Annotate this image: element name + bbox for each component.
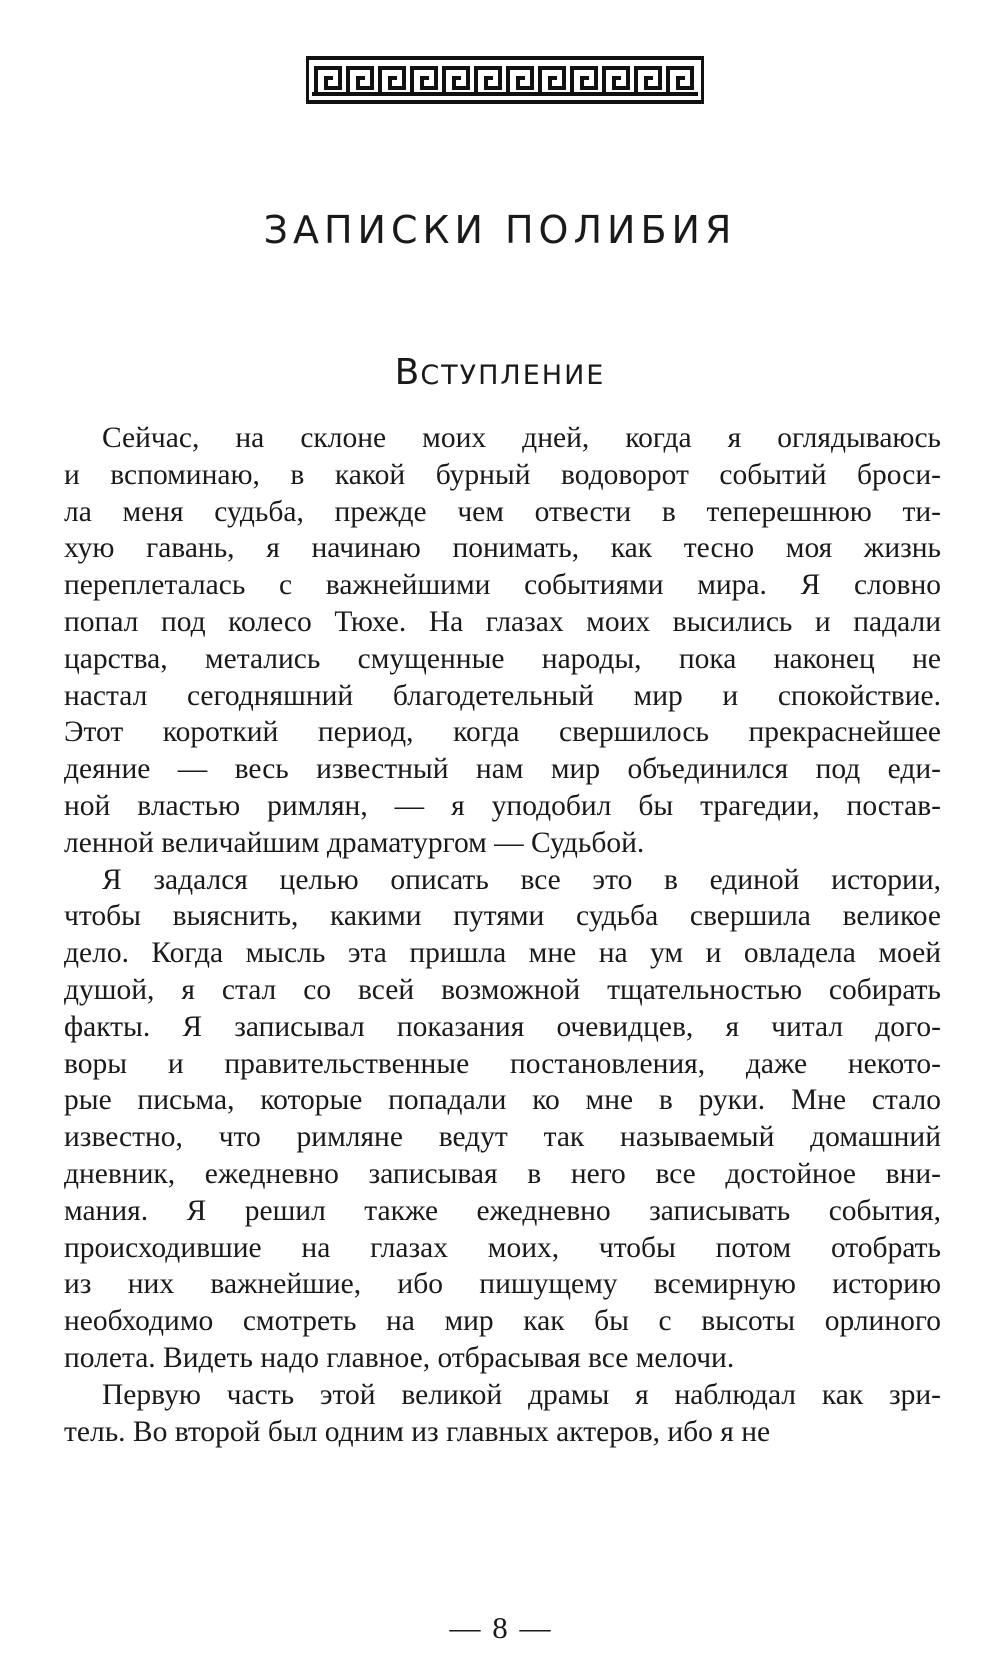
text-line: ла меня судьба, прежде чем отвести в теперешнюю ти- — [64, 495, 941, 528]
page-number: — 8 — — [449, 1610, 551, 1645]
text-line: воры и правительственные постановления, даже некото- — [64, 1047, 941, 1080]
text-line: хую гавань, я начинаю понимать, как тесно моя жизнь — [64, 532, 941, 565]
text-line: рые письма, которые попадали ко мне в руки. Мне стало — [64, 1084, 941, 1117]
body-text — [64, 420, 941, 1450]
paragraph — [64, 862, 941, 1377]
text-line: факты. Я записывал показания очевидцев, я читал дого- — [64, 1010, 941, 1043]
text-line: Сейчас, на склоне моих дней, когда я оглядываюсь — [102, 422, 941, 454]
text-line: происходившие на глазах моих, чтобы потом отобрать — [64, 1231, 941, 1264]
text-line: чтобы выяснить, какими путями судьба свершила великое — [64, 900, 941, 933]
text-line: тель. Во второй был одним из главных актеров, ибо я не — [64, 1415, 771, 1448]
paragraph — [64, 420, 941, 862]
text-line: ной властью римлян, — я уподобил бы трагедии, постав- — [64, 789, 941, 822]
text-line: и вспоминаю, в какой бурный водоворот событий броси- — [64, 458, 941, 491]
text-line: Я задался целью описать все это в единой истории, — [102, 863, 941, 896]
section-title — [0, 352, 1000, 393]
text-line: переплеталась с важнейшими событиями мира. Я словно — [64, 569, 941, 602]
text-line: попал под колесо Тюхе. На глазах моих высились и падали — [64, 605, 941, 638]
text-line: дело. Когда мысль эта пришла мне на ум и овладела моей — [64, 937, 941, 970]
text-line: настал сегодняшний благодетельный мир и спокойствие. — [64, 679, 941, 712]
book-title: ЗАПИСКИ ПОЛИБИЯ — [263, 208, 737, 252]
text-line: дневник, ежедневно записывая в него все достойное вни- — [64, 1157, 941, 1190]
text-line: мания. Я решил также ежедневно записывать события, — [64, 1194, 941, 1227]
text-line: деяние — весь известный нам мир объединился под еди- — [64, 753, 941, 786]
text-line: душой, я стал со всей возможной тщательностью собирать — [64, 973, 941, 1006]
paragraph — [64, 1377, 941, 1451]
text-line: полета. Видеть надо главное, отбрасывая все мелочи. — [64, 1341, 735, 1374]
text-line: известно, что римляне ведут так называемый домашний — [64, 1121, 941, 1154]
text-line: Первую часть этой великой драмы я наблюдал как зри- — [102, 1378, 941, 1411]
greek-key-meander-icon — [306, 56, 704, 104]
text-line: ленной величайшим драматургом — Судьбой. — [64, 826, 645, 859]
text-line: Этот короткий период, когда свершилось прекраснейшее — [64, 716, 941, 749]
section-title-initial: В — [394, 352, 421, 393]
text-line: необходимо смотреть на мир как бы с высоты орлиного — [64, 1305, 941, 1338]
text-line: царства, метались смущенные народы, пока наконец не — [64, 642, 941, 675]
text-line: из них важнейшие, ибо пишущему всемирную историю — [64, 1268, 941, 1301]
section-title-rest: СТУПЛЕНИЕ — [420, 360, 606, 391]
